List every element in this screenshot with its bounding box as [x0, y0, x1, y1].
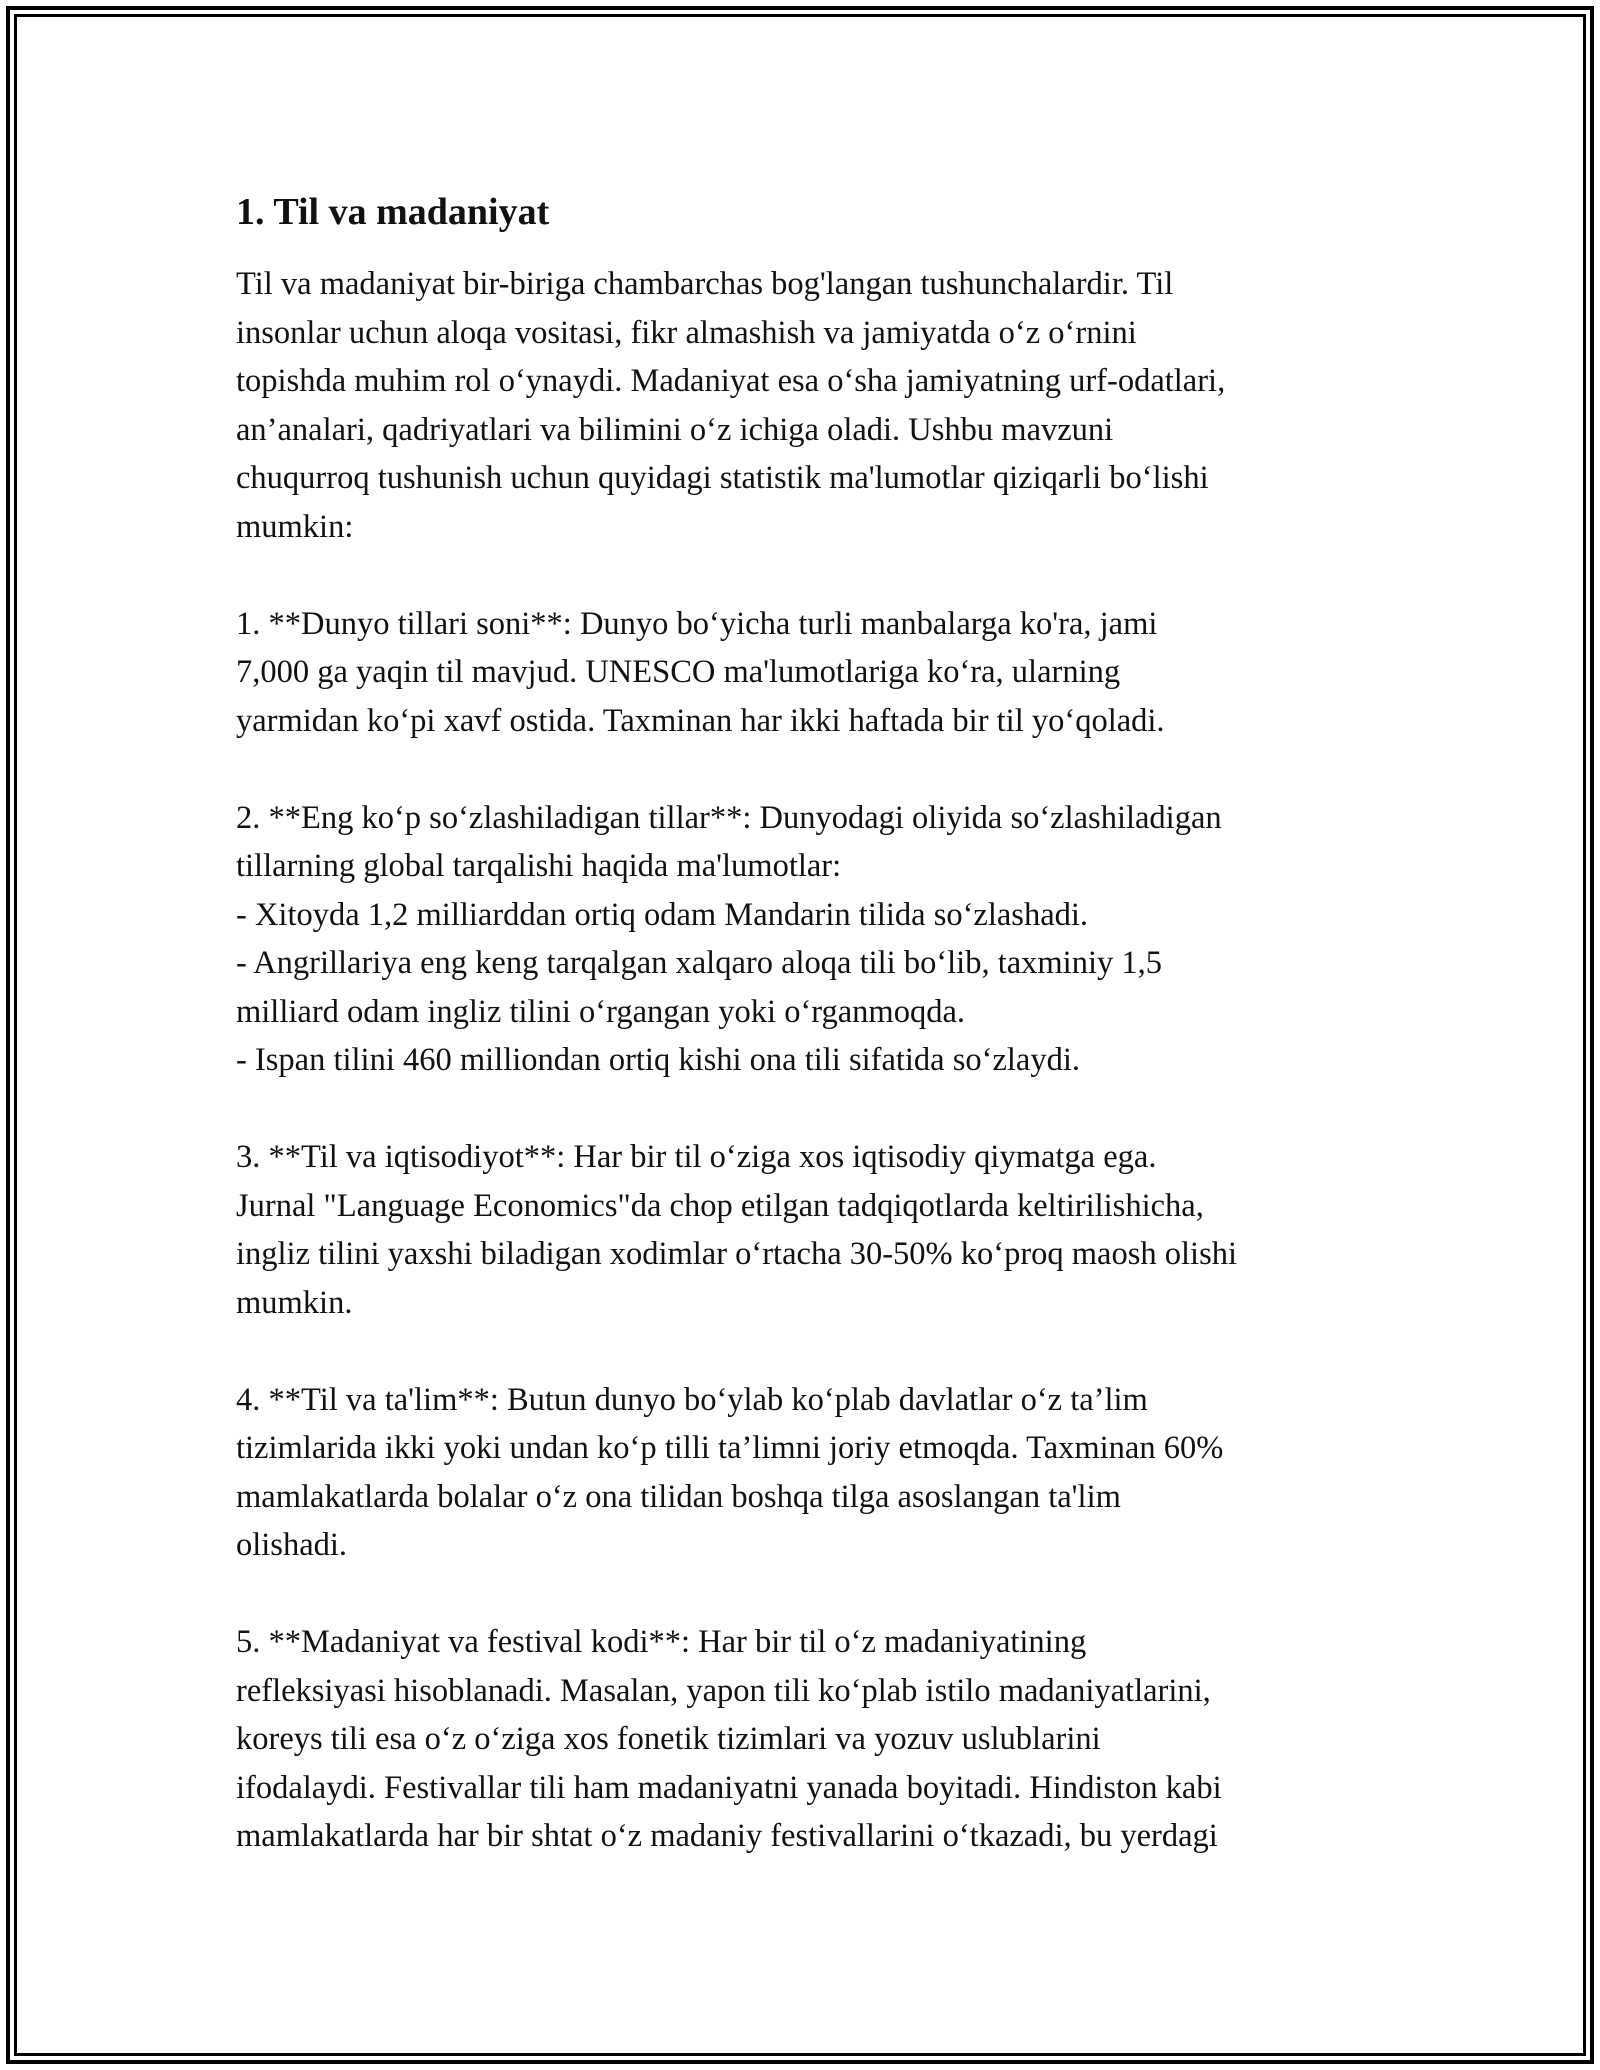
intro-paragraph: Til va madaniyat bir-biriga chambarchas bog'langan tushunchalardir. Til insonlar uchun aloqa vositasi, fikr almashish va jamiyatda o‘z o‘rnini topishda muhim rol o‘ynaydi. Madaniyat esa o‘sha jamiyatning urf-odatlari, an’analari, qadriyatlari va bilimini o‘z ichiga oladi. Ushbu mavzuni chuqurroq tushunish uchun quyidagi statistik ma'lumotlar qiziqarli bo‘lishi mumkin: — [236, 266, 1226, 545]
list-item-most-spoken-languages: 2. **Eng ko‘p so‘zlashiladigan tillar**: Dunyodagi oliyida so‘zlashiladigan tillarning global tarqalishi haqida ma'lumotlar: - Xitoyda 1,2 milliarddan ortiq odam Mandarin tilida so‘zlashadi. - Angrillariya eng keng tarqalgan xalqaro aloqa tili bo‘lib, taxminiy 1,5 milliard odam ingliz tilini o‘rgangan yoki o‘rganmoqda. - Ispan tilini 460 milliondan ortiq kishi ona tili sifatida so‘zlaydi. — [236, 799, 1222, 1078]
document-page — [236, 186, 1376, 1909]
section-title: 1. Til va madaniyat — [236, 191, 550, 233]
list-item-language-economy: 3. **Til va iqtisodiyot**: Har bir til o‘ziga xos iqtisodiy qiymatga ega. Jurnal "Language Economics"da chop etilgan tadqiqotlarda keltirilishicha, ingliz tilini yaxshi biladigan xodimlar o‘rtacha 30-50% ko‘proq maosh olishi mumkin. — [236, 1139, 1237, 1321]
list-item-language-education: 4. **Til va ta'lim**: Butun dunyo bo‘ylab ko‘plab davlatlar o‘z ta’lim tizimlarida ikki yoki undan ko‘p tilli ta’limni joriy etmoqda. Taxminan 60% mamlakatlarda bolalar o‘z ona tilidan boshqa tilga asoslangan ta'lim olishadi. — [236, 1381, 1224, 1563]
list-item-culture-festivals: 5. **Madaniyat va festival kodi**: Har bir til o‘z madaniyatining refleksiyasi hisoblanadi. Masalan, yapon tili ko‘plab istilo madaniyatlarini, koreys tili esa o‘z o‘ziga xos fonetik tizimlari va yozuv uslublarini ifodalaydi. Festivallar tili ham madaniyatni yanada boyitadi. Hindiston kabi mamlakatlarda har bir shtat o‘z madaniy festivallarini o‘tkazadi, bu yerdagi — [236, 1624, 1222, 1854]
list-item-world-languages: 1. **Dunyo tillari soni**: Dunyo bo‘yicha turli manbalarga ko'ra, jami 7,000 ga yaqin til mavjud. UNESCO ma'lumotlariga ko‘ra, ularning yarmidan ko‘pi xavf ostida. Taxminan har ikki haftada bir til yo‘qoladi. — [236, 605, 1165, 739]
